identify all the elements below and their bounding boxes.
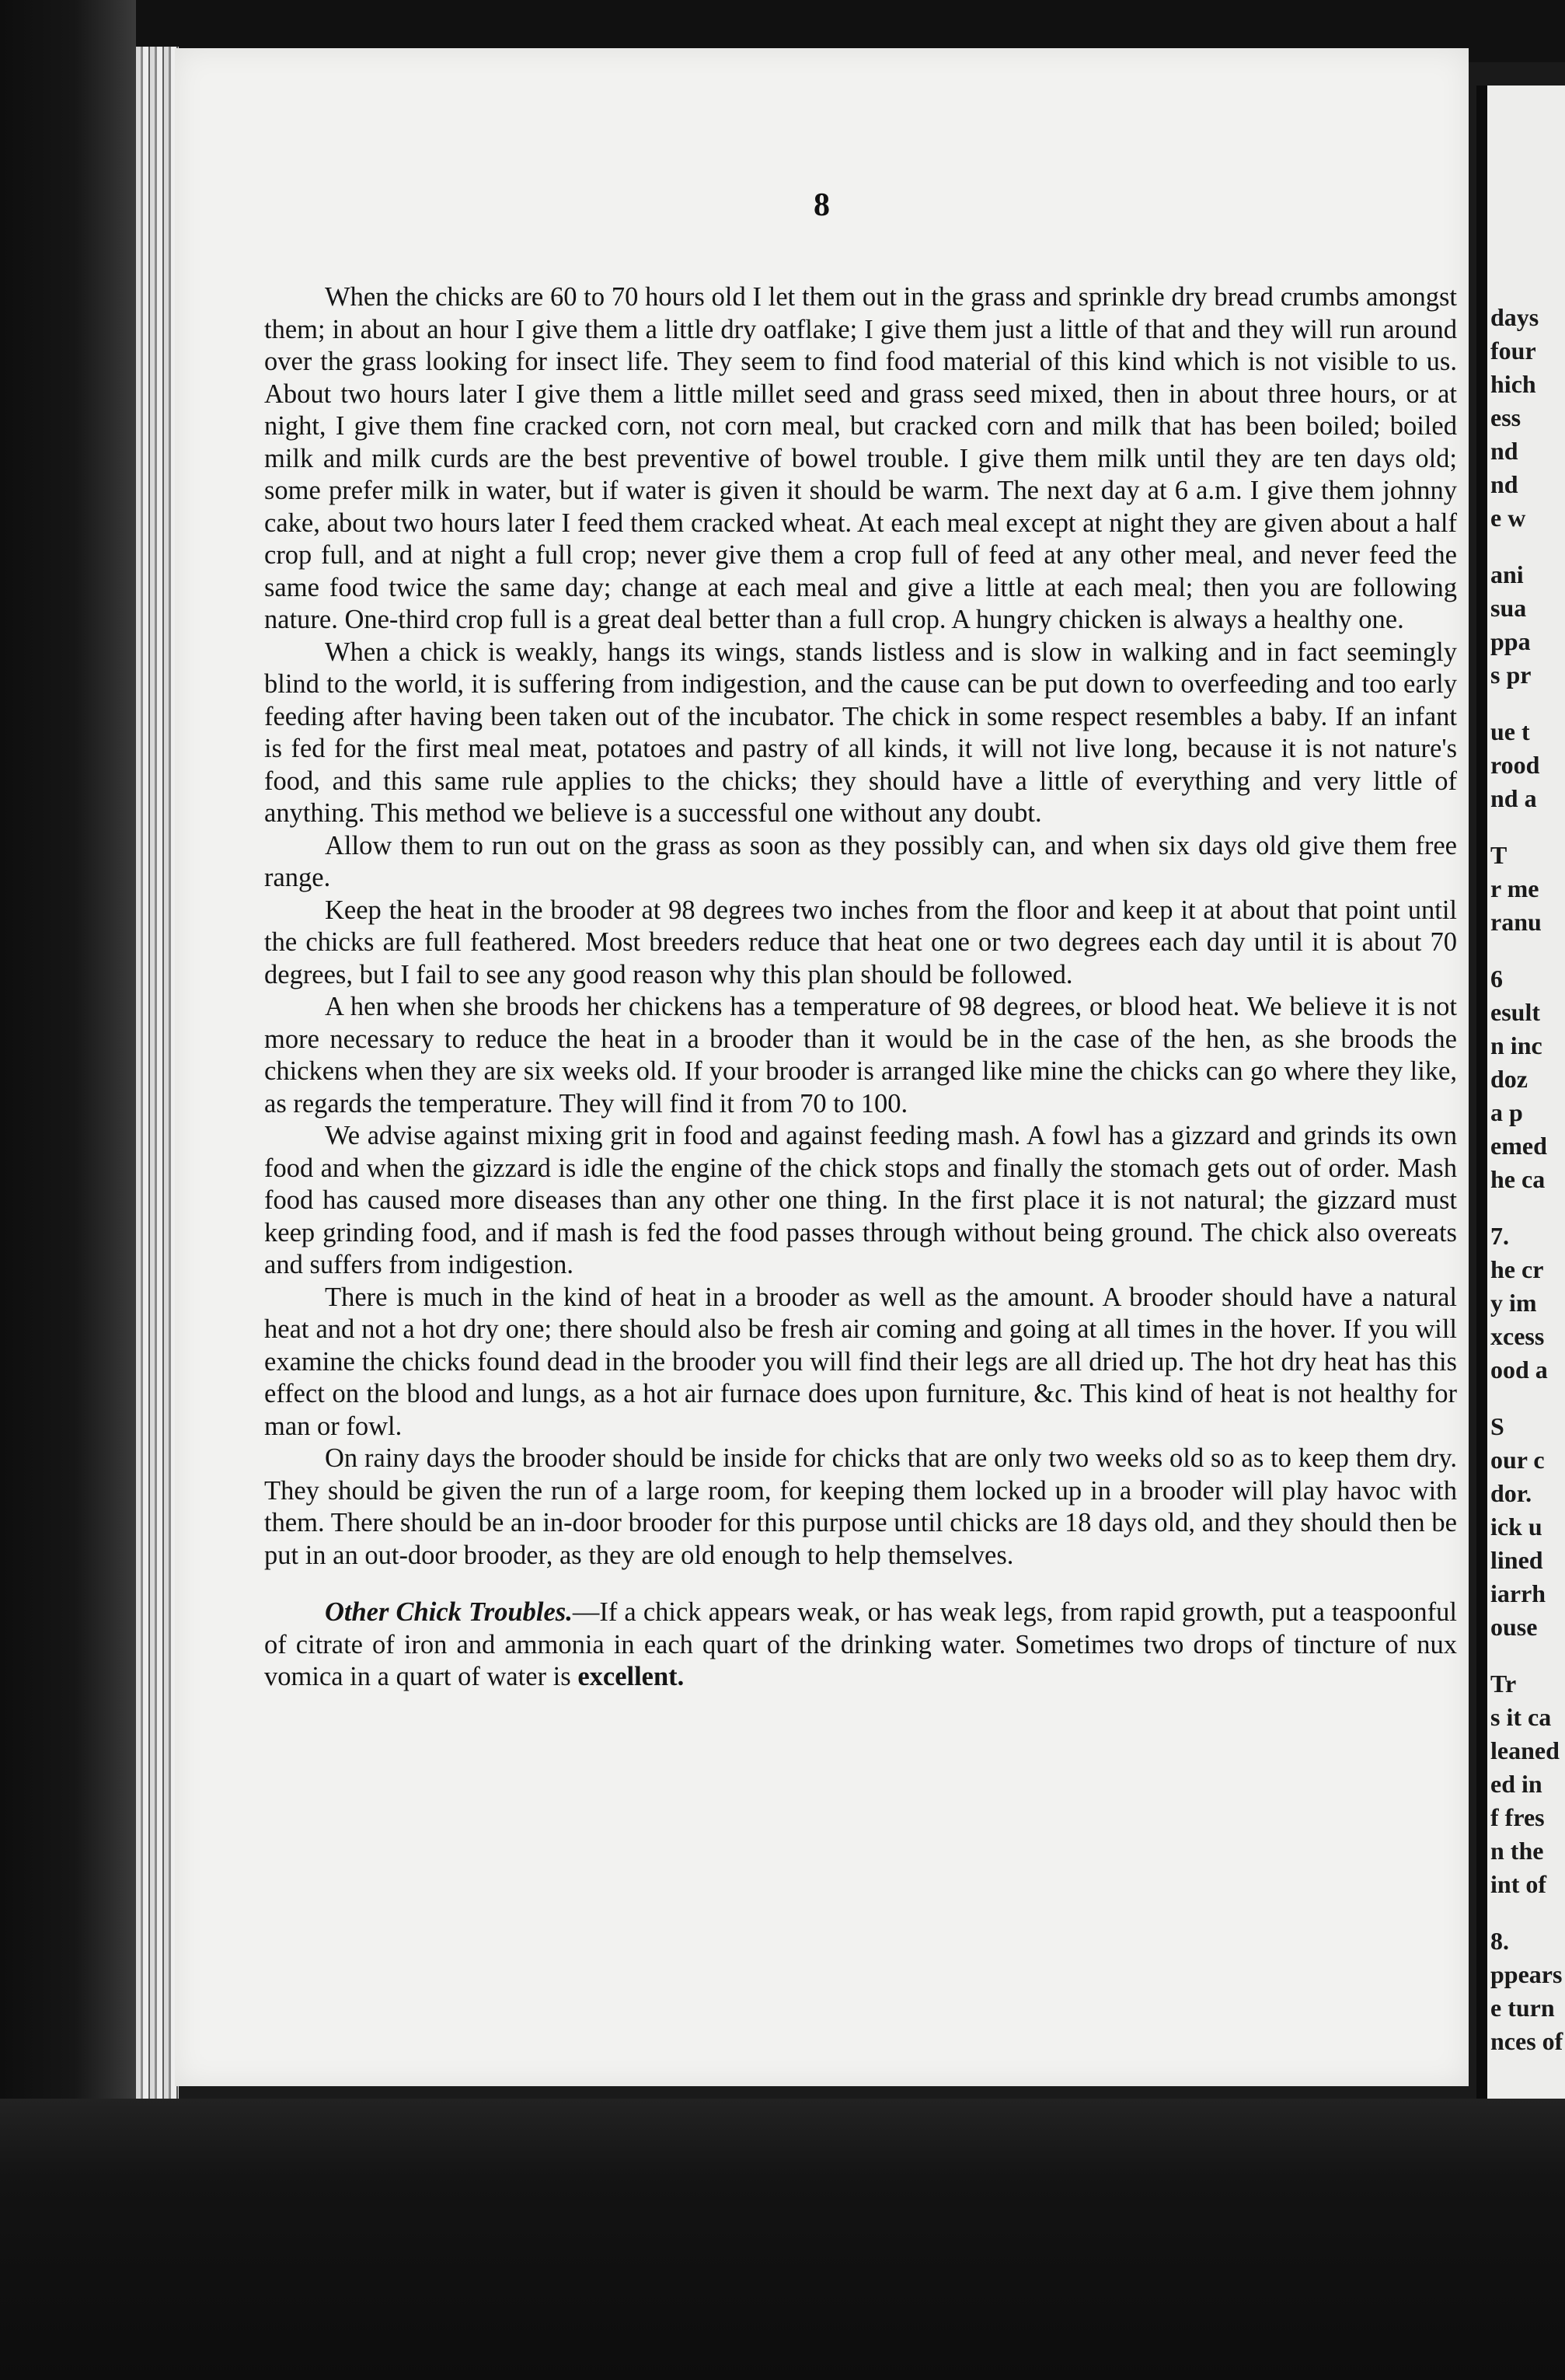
facing-page-fragment: n inc [1490,1031,1542,1059]
facing-page-fragment: ani [1490,560,1524,588]
facing-page-fragment: iarrh [1490,1579,1546,1607]
facing-page-fragment: ick u [1490,1513,1542,1541]
facing-page-fragment: s it ca [1490,1703,1552,1731]
facing-page-fragment: n the [1490,1837,1544,1865]
book-binding-edge [136,47,179,2114]
facing-page-fragment: ouse [1490,1613,1538,1641]
facing-page-fragment: e turn [1490,1994,1555,2022]
facing-page-fragment: nd [1490,437,1518,465]
facing-page-fragment: ess [1490,403,1521,431]
facing-page-fragment: esult [1490,998,1540,1026]
facing-page-fragment: nces of [1490,2027,1563,2055]
section-heading: Other Chick Troubles. [325,1597,573,1627]
section-text: —If a chick appears weak, or has weak legs, from rapid growth, put a teaspoonful of citrate of iron and ammonia in each quart of the drinking water. Sometimes two drops of tincture of nux vomica in a quart of water is [264,1597,1457,1691]
body-text [264,281,1457,1694]
facing-page-fragment: r me [1490,874,1539,902]
section-other-chick-troubles [264,1597,1457,1694]
facing-page-fragment: dor. [1490,1479,1532,1507]
facing-page-fragment: 6 [1490,965,1503,993]
facing-page-fragment: Tr [1490,1670,1517,1698]
facing-page-edge [1476,85,1565,2106]
facing-page-fragment: rood [1490,751,1540,779]
facing-page-fragment: ed in [1490,1770,1542,1798]
facing-page-fragment: our c [1490,1446,1545,1474]
book-page [175,48,1469,2086]
paragraph: There is much in the kind of heat in a brooder as well as the amount. A brooder should have a natural heat and not a hot dry one; there should also be fresh air coming and going at all times in the hover. If you will examine the chicks found dead in the brooder you will find their legs are all dried up. The hot dry heat has this effect on the blood and lungs, as a hot air furnace does upon furniture, &c. This kind of heat is not healthy for man or fowl. [264,1282,1457,1441]
facing-page-fragment: ood a [1490,1356,1548,1384]
facing-page-fragment: hich [1490,370,1536,398]
facing-page-fragment: a p [1490,1098,1523,1126]
facing-page-fragment: f fres [1490,1803,1545,1831]
facing-page-fragment: doz [1490,1065,1528,1093]
facing-page-fragment: nd [1490,470,1518,498]
paragraph: Allow them to run out on the grass as soon as they possibly can, and when six days old give them free range. [264,830,1457,892]
facing-page-fragment: y im [1490,1289,1537,1317]
paragraph: When the chicks are 60 to 70 hours old I let them out in the grass and sprinkle dry bread crumbs amongst them; in about an hour I give them a little dry oatflake; I give them just a little of that and they will run around over the grass looking for insect life. They seem to find food material of this kind which is not visible to us. About two hours later I give them a little millet seed and grass seed mixed, then in about three hours, or at night, I give them fine cracked corn, not corn meal, but cracked corn and milk that has been boiled; boiled milk and milk curds are the best preventive of bowel trouble. I give them milk until they are ten days old; some prefer milk in water, but if water is given it should be warm. The next day at 6 a.m. I give them johnny cake, about two hours later I feed them cracked wheat. At each meal except at night they are given about a half crop full, and at night a full crop; never give them a crop full of feed at any other meal, and never feed the same food twice the same day; change at each meal and give a little at each meal; then you are following nature. One-third crop full is a great deal better than a full crop. A hungry chicken is always a healthy one. [264,282,1457,634]
facing-page-fragment: four [1490,337,1536,365]
facing-page-fragment: xcess [1490,1322,1545,1350]
paragraph: A hen when she broods her chickens has a temperature of 98 degrees, or blood heat. We believe it is not more necessary to reduce the heat in a brooder than it would be in the case of the hen, as she broods the chickens when they are six weeks old. If your brooder is arranged like mine the chicks can go where they like, as regards the temperature. They will find it from 70 to 100. [264,992,1457,1118]
facing-page-fragment: nd a [1490,784,1537,812]
facing-page-fragment: ppa [1490,627,1531,655]
facing-page-fragment: 8. [1490,1927,1509,1955]
paragraph: On rainy days the brooder should be inside for chicks that are only two weeks old so as to keep them dry. They should be given the run of a large room, for keeping them locked up in a brooder will play havoc with them. There should be an in-door brooder for this purpose until chicks are 18 days old, and they should then be put in an out-door brooder, as they are old enough to help themselves. [264,1443,1457,1570]
facing-page-fragment: lined [1490,1546,1543,1574]
page-number: 8 [814,187,830,223]
facing-page-fragment: T [1490,841,1507,869]
facing-page-fragment: he cr [1490,1255,1544,1283]
facing-page-fragment: ranu [1490,908,1542,936]
section-text-end: excellent. [577,1662,685,1691]
facing-page-fragment: 7. [1490,1222,1509,1250]
paragraph: Keep the heat in the brooder at 98 degrees two inches from the floor and keep it at about that point until the chicks are full feathered. Most breeders reduce that heat one or two degrees each day until it is about 70 degrees, but I fail to see any good reason why this plan should be followed. [264,895,1457,989]
facing-page-fragment: S [1490,1412,1504,1440]
film-border-left [0,0,136,2380]
paragraph: We advise against mixing grit in food and against feeding mash. A fowl has a gizzard and grinds its own food and when the gizzard is idle the engine of the chick stops and finally the stomach gets out of order. Mash food has caused more diseases than any other one thing. In the first place it is not natural; the gizzard must keep grinding food, and if mash is fed the food passes through without being ground. The chick also overeats and suffers from indigestion. [264,1121,1457,1279]
film-border-bottom [0,2099,1565,2380]
facing-page-fragment: he ca [1490,1165,1546,1193]
facing-page-fragment: int of [1490,1870,1546,1898]
facing-page-fragment: days [1490,303,1539,331]
facing-page-fragment: s pr [1490,661,1532,689]
facing-page-fragment: sua [1490,594,1527,622]
facing-page-fragment: ppears [1490,1960,1563,1988]
facing-page-fragment: emed [1490,1132,1547,1160]
facing-page-fragment: e w [1490,504,1526,532]
paragraph: When a chick is weakly, hangs its wings, stands listless and is slow in walking and in fact seemingly blind to the world, it is suffering from indigestion, and the cause can be put down to overfeeding and too early feeding after having been taken out of the incubator. The chick in some respect resembles a baby. If an infant is fed for the first meal meat, potatoes and pastry of all kinds, it will not live long, because it is not nature's food, and this same rule applies to the chicks; they should have a little of everything and very little of anything. This method we believe is a successful one without any doubt. [264,637,1457,828]
facing-page-fragment: ue t [1490,717,1530,745]
facing-page-fragment: leaned [1490,1736,1560,1764]
